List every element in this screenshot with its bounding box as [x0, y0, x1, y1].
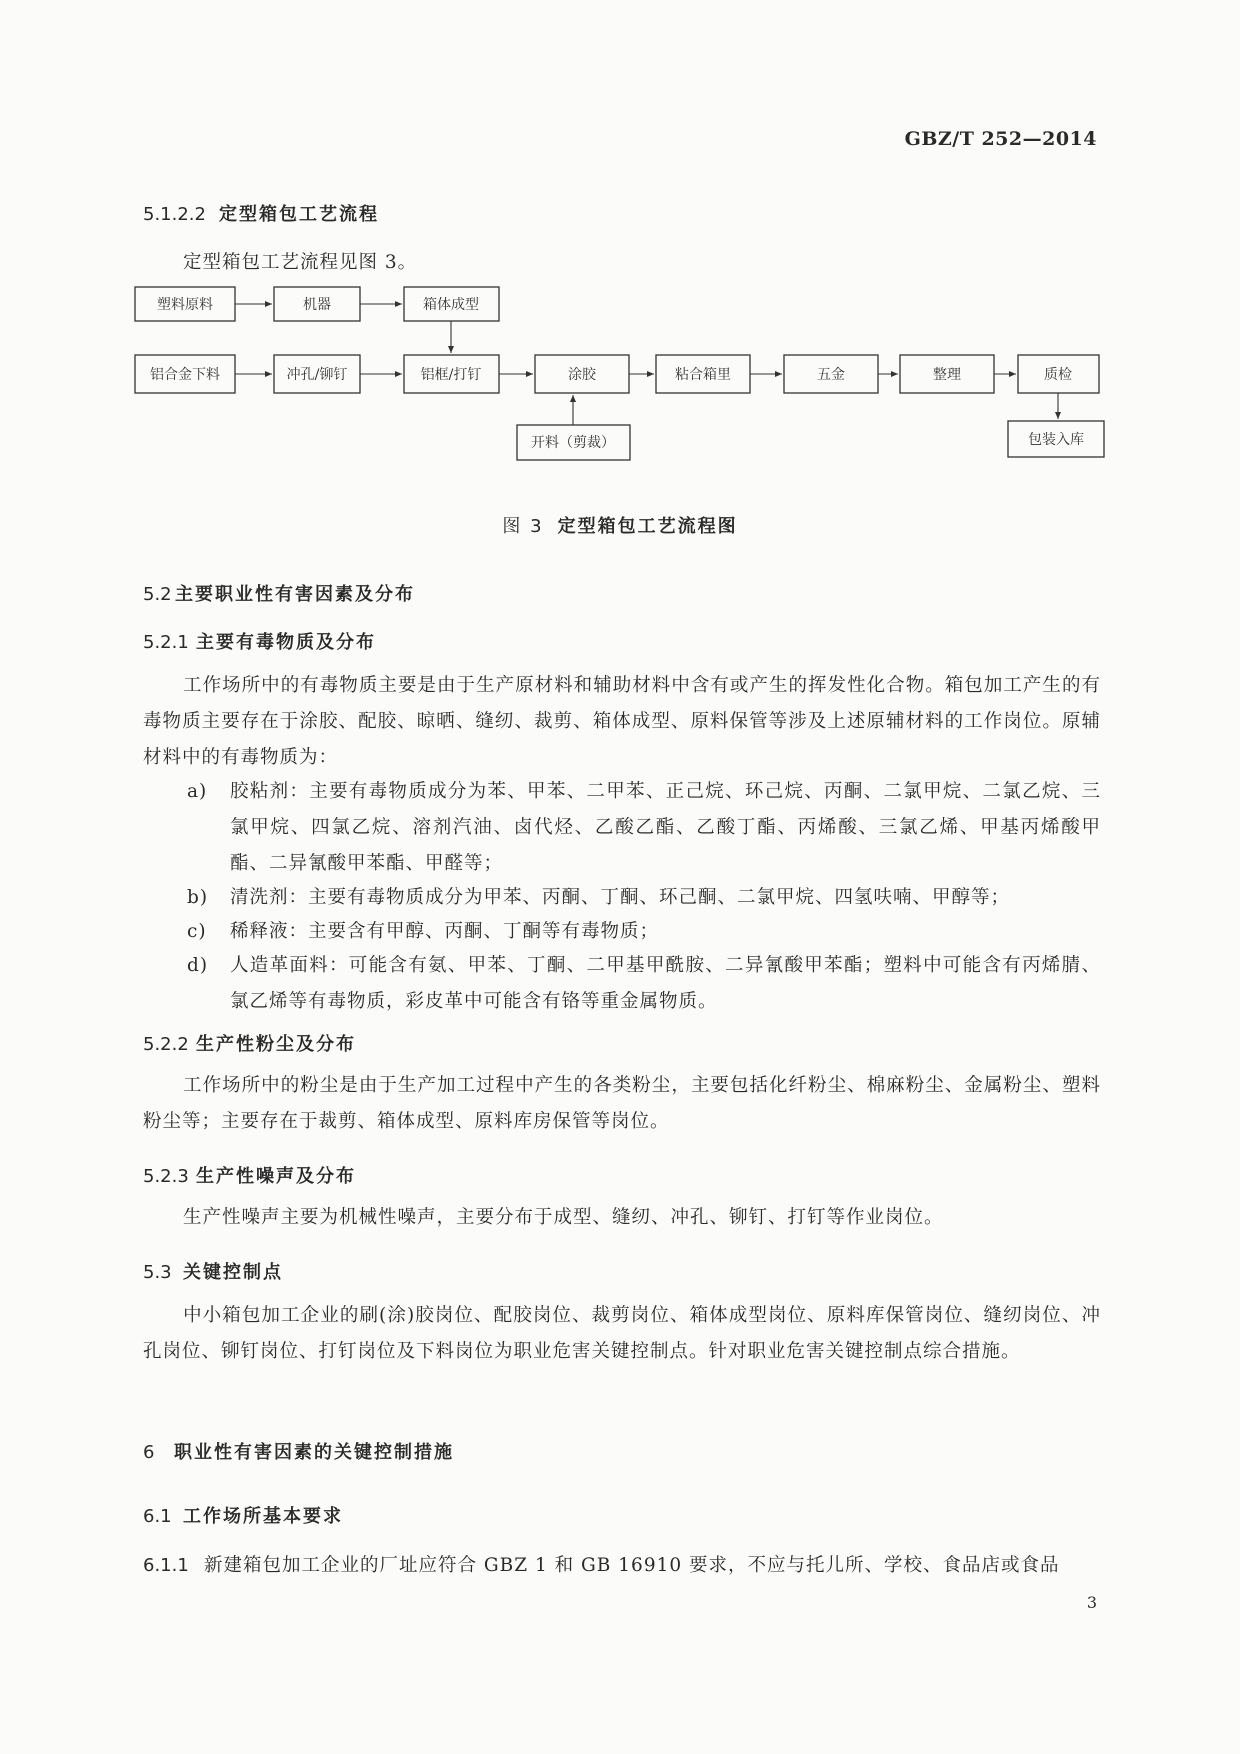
paragraph-dust	[143, 1068, 1101, 1140]
figure-caption	[0, 512, 1240, 538]
section-title: 生产性噪声及分布	[196, 1166, 356, 1187]
list-item-label: b)	[187, 887, 209, 908]
list-item	[187, 880, 1101, 916]
paragraph-text: 工作场所中的有毒物质主要是由于生产原材料和辅助材料中含有或产生的挥发性化合物。箱包加工产生的有毒物质主要存在于涂胶、配胶、晾晒、缝纫、裁剪、箱体成型、原料保管等涉及上述原辅材料的工作岗位。原辅材料中的有毒物质为：	[143, 675, 1101, 768]
list-item-label: d)	[187, 955, 209, 976]
node-aluminum-alloy-cutting	[135, 355, 235, 393]
section-heading-5-2-1	[143, 628, 376, 654]
node-label: 机器	[303, 297, 331, 313]
section-heading-5-3	[143, 1258, 283, 1284]
node-label: 箱体成型	[423, 297, 479, 313]
list-item	[187, 948, 1101, 1020]
figure-label: 图 3	[502, 516, 544, 537]
node-label: 涂胶	[568, 367, 596, 383]
paragraph-text: 中小箱包加工企业的刷(涂)胶岗位、配胶岗位、裁剪岗位、箱体成型岗位、原料库保管岗位、缝纫岗位、冲孔岗位、铆钉岗位、打钉岗位及下料岗位为职业危害关键控制点。针对职业危害关键控制点综合措施。	[143, 1305, 1101, 1362]
node-label: 冲孔/铆钉	[286, 367, 348, 383]
figure-title: 定型箱包工艺流程图	[557, 516, 738, 537]
node-hardware	[784, 355, 878, 393]
section-number: 5.2.1	[143, 632, 189, 653]
node-packing-storage	[1008, 421, 1104, 457]
section-title: 关键控制点	[183, 1262, 283, 1283]
node-frame-nail	[404, 355, 499, 393]
node-punch-rivet	[274, 355, 360, 393]
section-number: 6.1.1	[143, 1555, 189, 1576]
paragraph-text: 定型箱包工艺流程见图 3。	[183, 252, 418, 273]
paragraph-text: 工作场所中的粉尘是由于生产加工过程中产生的各类粉尘，主要包括化纤粉尘、棉麻粉尘、金属粉尘、塑料粉尘等；主要存在于裁剪、箱体成型、原料库房保管等岗位。	[143, 1075, 1101, 1132]
list-item-text: 清洗剂：主要有毒物质成分为甲苯、丙酮、丁酮、环己酮、二氯甲烷、四氢呋喃、甲醇等；	[230, 887, 1011, 908]
node-cutting-material	[517, 425, 630, 460]
page-number: 3	[1086, 1593, 1097, 1612]
section-number: 5.2.3	[143, 1166, 189, 1187]
standard-number: GBZ/T 252—2014	[904, 128, 1097, 150]
node-gluing	[535, 355, 629, 393]
list-item	[187, 914, 1101, 950]
paragraph-key-control-points	[143, 1298, 1101, 1370]
list-item-text: 稀释液：主要含有甲醇、丙酮、丁酮等有毒物质；	[230, 921, 660, 942]
list-item-label: c)	[187, 921, 207, 942]
list-item-label: a)	[187, 781, 208, 802]
section-heading-5-2	[143, 580, 415, 606]
paragraph-text: 生产性噪声主要为机械性噪声，主要分布于成型、缝纫、冲孔、铆钉、打钉等作业岗位。	[183, 1207, 944, 1228]
paragraph-toxic-substances	[143, 668, 1101, 776]
section-title: 主要职业性有害因素及分布	[175, 584, 415, 605]
node-label: 塑料原料	[157, 297, 213, 313]
node-label: 五金	[817, 367, 845, 383]
list-item	[187, 774, 1101, 882]
section-number: 5.1.2.2	[143, 204, 206, 225]
node-plastic-material	[135, 287, 235, 321]
section-title: 主要有毒物质及分布	[196, 632, 376, 653]
section-heading-6-1	[143, 1502, 343, 1528]
section-number: 5.2	[143, 584, 172, 605]
node-label: 质检	[1044, 367, 1072, 383]
section-heading-5-2-3	[143, 1162, 356, 1188]
section-number: 5.2.2	[143, 1034, 189, 1055]
node-label: 粘合箱里	[675, 367, 731, 383]
list-item-text: 胶粘剂：主要有毒物质成分为苯、甲苯、二甲苯、正己烷、环己烷、丙酮、二氯甲烷、二氯乙烷、三氯甲烷、四氯乙烷、溶剂汽油、卤代烃、乙酸乙酯、乙酸丁酯、丙烯酸、三氯乙烯、甲基丙烯酸甲酯、二异氰酸甲苯酯、甲醛等；	[230, 781, 1101, 874]
node-box-forming	[404, 287, 499, 321]
section-title: 工作场所基本要求	[183, 1506, 343, 1527]
section-title: 定型箱包工艺流程	[219, 204, 379, 225]
section-heading-5-2-2	[143, 1030, 356, 1056]
section-title: 职业性有害因素的关键控制措施	[174, 1442, 454, 1463]
paragraph-noise	[143, 1200, 1101, 1236]
list-item-text: 人造革面料：可能含有氨、甲苯、丁酮、二甲基甲酰胺、二异氰酸甲苯酯；塑料中可能含有丙烯腈、氯乙烯等有毒物质，彩皮革中可能含有铬等重金属物质。	[230, 955, 1101, 1012]
section-number: 6	[143, 1442, 155, 1463]
node-finishing	[900, 355, 994, 393]
node-quality-check	[1018, 355, 1099, 393]
section-number: 6.1	[143, 1506, 172, 1527]
section-title: 生产性粉尘及分布	[196, 1034, 356, 1055]
node-machine	[274, 287, 360, 321]
paragraph-6-1-1	[143, 1548, 1101, 1584]
node-bond-lining	[656, 355, 750, 393]
node-label: 铝合金下料	[150, 367, 220, 383]
node-label: 开料（剪裁）	[531, 435, 615, 451]
node-label: 铝框/打钉	[420, 367, 482, 383]
section-number: 5.3	[143, 1262, 172, 1283]
paragraph-text: 新建箱包加工企业的厂址应符合 GBZ 1 和 GB 16910 要求，不应与托儿所、学校、食品店或食品	[204, 1555, 1060, 1576]
node-label: 包装入库	[1028, 432, 1084, 448]
node-label: 整理	[933, 367, 961, 383]
section-heading-6	[143, 1438, 454, 1464]
process-flowchart	[0, 0, 1240, 480]
